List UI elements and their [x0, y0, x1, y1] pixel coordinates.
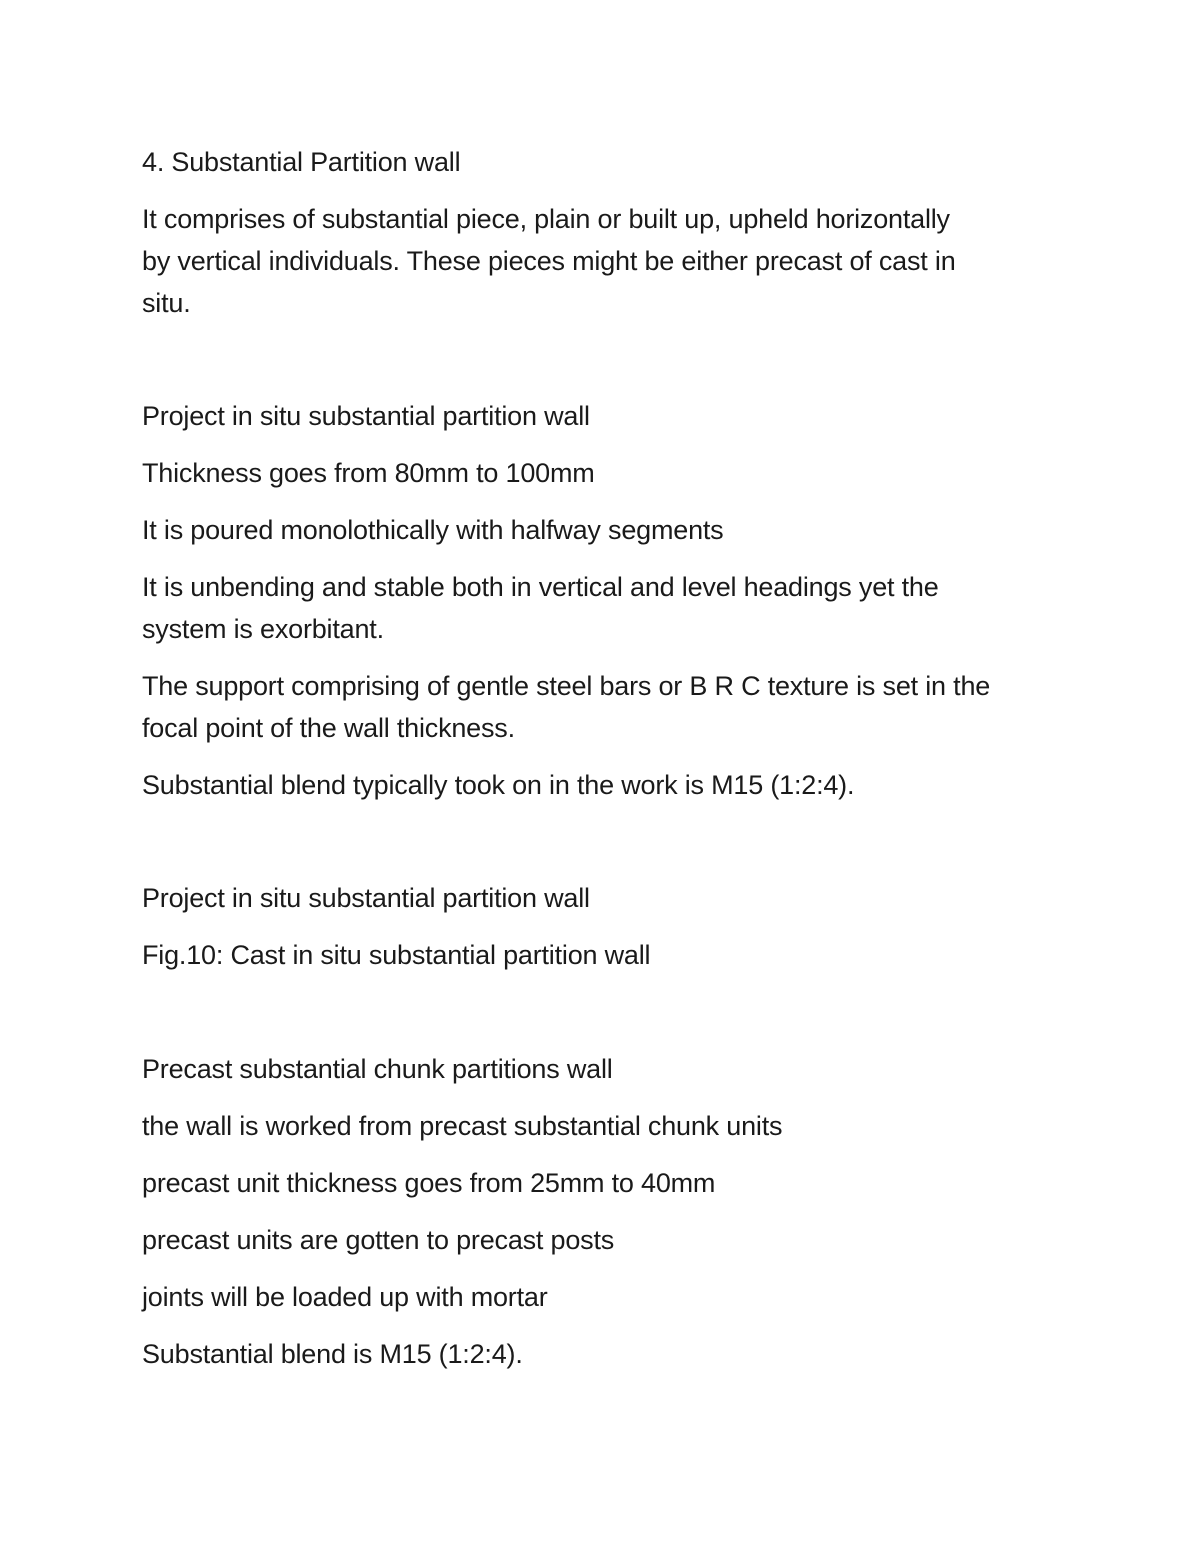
section1-support-line-2: focal point of the wall thickness. [142, 713, 515, 743]
intro-line-2: by vertical individuals. These pieces might be either precast of cast in [142, 246, 956, 276]
section2-worked: the wall is worked from precast substantial chunk units [142, 1111, 783, 1141]
section2-blend: Substantial blend is M15 (1:2:4). [142, 1339, 523, 1369]
section2-thickness: precast unit thickness goes from 25mm to 40mm [142, 1168, 716, 1198]
section1-thickness: Thickness goes from 80mm to 100mm [142, 458, 595, 488]
section-heading: 4. Substantial Partition wall [142, 147, 461, 177]
section2-title: Precast substantial chunk partitions wall [142, 1054, 613, 1084]
section1-unbending-line-2: system is exorbitant. [142, 614, 384, 644]
intro-line-3: situ. [142, 288, 191, 318]
section1-title: Project in situ substantial partition wall [142, 401, 590, 431]
section1-blend: Substantial blend typically took on in the work is M15 (1:2:4). [142, 770, 855, 800]
section2-joints: joints will be loaded up with mortar [142, 1282, 548, 1312]
section1-unbending-line-1: It is unbending and stable both in vertical and level headings yet the [142, 572, 939, 602]
section1-poured: It is poured monolothically with halfway segments [142, 515, 724, 545]
intro-line-1: It comprises of substantial piece, plain or built up, upheld horizontally [142, 204, 950, 234]
figure-title: Project in situ substantial partition wall [142, 883, 590, 913]
figure-caption: Fig.10: Cast in situ substantial partition wall [142, 940, 651, 970]
section1-support-line-1: The support comprising of gentle steel bars or B R C texture is set in the [142, 671, 991, 701]
section2-gotten: precast units are gotten to precast posts [142, 1225, 615, 1255]
